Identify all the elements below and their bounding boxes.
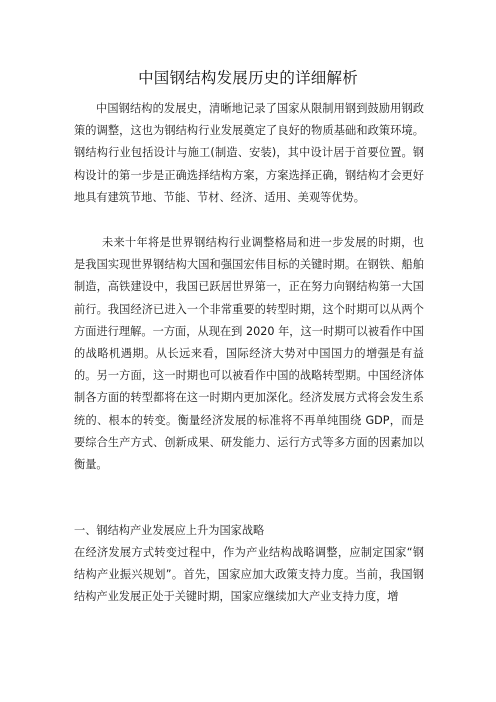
section-heading: 一、钢结构产业发展应上升为国家战略 <box>74 524 265 537</box>
paragraph-2: 未来十年将是世界钢结构行业调整格局和进一步发展的时期，也是我国实现世界钢结构大国和强国宏伟目标的关键时期。在钢铁、船舶制造，高铁建设中，我国已跃居世界第一，正在努力向钢结构第一大国前行。我国经济已进入一个非常重要的转型时期，这个时期可以从两个方面进行理解。一方面，从现在到 2020 年，这一时期可以被看作中国的战略机遇期。从长远来看，国际经济大势对中国国力的增强是有益的。另一方面，这一时期也可以被看作中国的战略转型期。中国经济体制各方面的转型都将在这一时期内更加深化。经济发展方式将会发生系统的、根本的转变。衡量经济发展的标准将不再单纯围绕 GDP，而是要综合生产方式、创新成果、研发能力、运行方式等多方面的因素加以衡量。 <box>74 236 424 472</box>
section-paragraph: 在经济发展方式转变过程中，作为产业结构战略调整，应制定国家“钢结构产业振兴规划”。首先，国家应加大政策支持力度。当前，我国钢结构产业发展正处于关键时期，国家应继续加大产业支持力度，增 <box>74 546 424 604</box>
document-title: 中国钢结构发展历史的详细解析 <box>138 69 358 87</box>
paragraph-1: 中国钢结构的发展史，清晰地记录了国家从限制用钢到鼓励用钢政策的调整，这也为钢结构行业发展奠定了良好的物质基础和政策环境。钢结构行业包括设计与施工(制造、安装)，其中设计居于首要位置。钢构设计的第一步是正确选择结构方案，方案选择正确，钢结构才会更好地具有建筑节地、节能、节材、经济、适用、美观等优势。 <box>74 102 424 204</box>
